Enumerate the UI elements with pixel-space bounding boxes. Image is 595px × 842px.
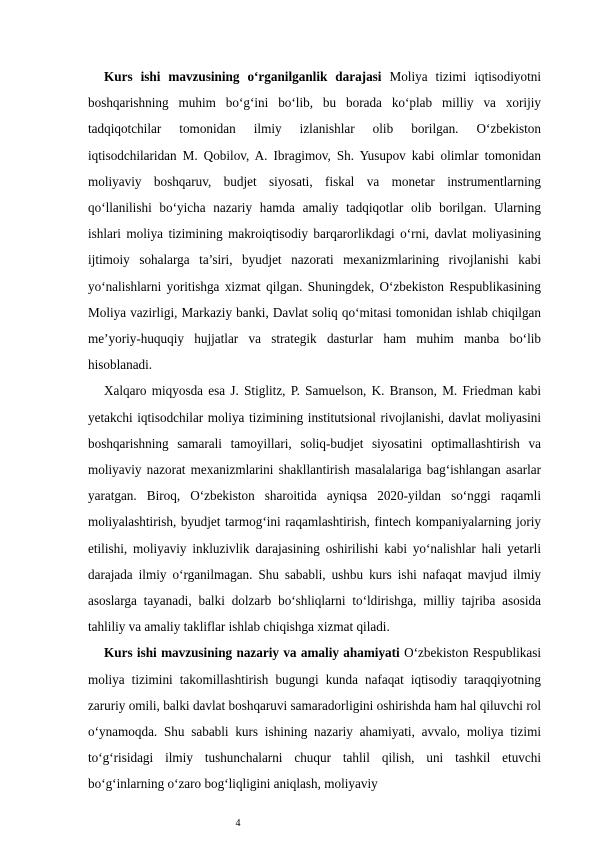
paragraph-literature-review — [88, 64, 541, 378]
page-number: 4 — [235, 818, 241, 829]
paragraph-text: Moliya tizimi iqtisodiyotni boshqarishning muhim bo‘g‘ini bo‘lib, bu borada ko‘plab milliy va xorijiy tadqiqotchilar tomonidan ilmiy izlanishlar olib borilgan. O‘zbekiston iqtisodchilaridan M. Qobilov, A. Ibragimov, Sh. Yusupov kabi olimlar tomonidan moliyaviy boshqaruv, budjet siyosati, fiskal va monetar instrumentlarning qo‘llanilishi bo‘yicha nazariy hamda amaliy tadqiqotlar olib borilgan. Ularning ishlari moliya tizimining makroiqtisodiy barqarorlikdagi o‘rni, davlat moliyasining ijtimoiy sohalarga ta’siri, byudjet nazorati mexanizmlarining rivojlanishi kabi yo‘nalishlarni yoritishga xizmat qilgan. Shuningdek, O‘zbekiston Respublikasining Moliya vazirligi, Markaziy banki, Davlat soliq qo‘mitasi tomonidan ishlab chiqilgan me’yoriy-huquqiy hujjatlar va strategik dasturlar ham muhim manba bo‘lib hisoblanadi. — [88, 69, 541, 373]
paragraph-heading: Kurs ishi mavzusining nazariy va amaliy ahamiyati — [104, 645, 400, 661]
document-page — [88, 64, 541, 798]
paragraph-significance — [88, 640, 541, 797]
paragraph-text: O‘zbekiston Respublikasi moliya tizimini takomillashtirish bugungi kunda nafaqat iqtisodiy taraqqiyotning zaruriy omili, balki davlat boshqaruvi samaradorligini oshirishda ham hal qiluvchi rol o‘ynamoqda. Shu sababli kurs ishining nazariy ahamiyati, avvalo, moliya tizimi to‘g‘risidagi ilmiy tushunchalarni chuqur tahlil qilish, uni tashkil etuvchi bo‘g‘inlarning o‘zaro bog‘liqligini aniqlash, moliyaviy — [88, 645, 542, 792]
paragraph-international-research — [88, 378, 541, 640]
paragraph-heading: Kurs ishi mavzusining o‘rganilganlik darajasi — [104, 69, 382, 84]
paragraph-text: Xalqaro miqyosda esa J. Stiglitz, P. Samuelson, K. Branson, M. Friedman kabi yetakchi iqtisodchilar moliya tizimining institutsional rivojlanishi, davlat moliyasini boshqarishning samarali tamoyillari, soliq-budjet siyosatini optimallashtirish va moliyaviy nazorat mexanizmlarini shakllantirish masalalariga bag‘ishlangan asarlar yaratgan. Biroq, O‘zbekiston sharoitida ayniqsa 2020-yildan so‘nggi raqamli moliyalashtirish, byudjet tarmog‘ini raqamlashtirish, fintech kompaniyalarning joriy etilishi, moliyaviy inkluzivlik darajasining oshirilishi kabi yo‘nalishlar hali yetarli darajada ilmiy o‘rganilmagan. Shu sababli, ushbu kurs ishi nafaqat mavjud ilmiy asoslarga tayanadi, balki dolzarb bo‘shliqlarni to‘ldirishga, milliy tajriba asosida tahliliy va amaliy takliflar ishlab chiqishga xizmat qiladi. — [88, 383, 541, 635]
